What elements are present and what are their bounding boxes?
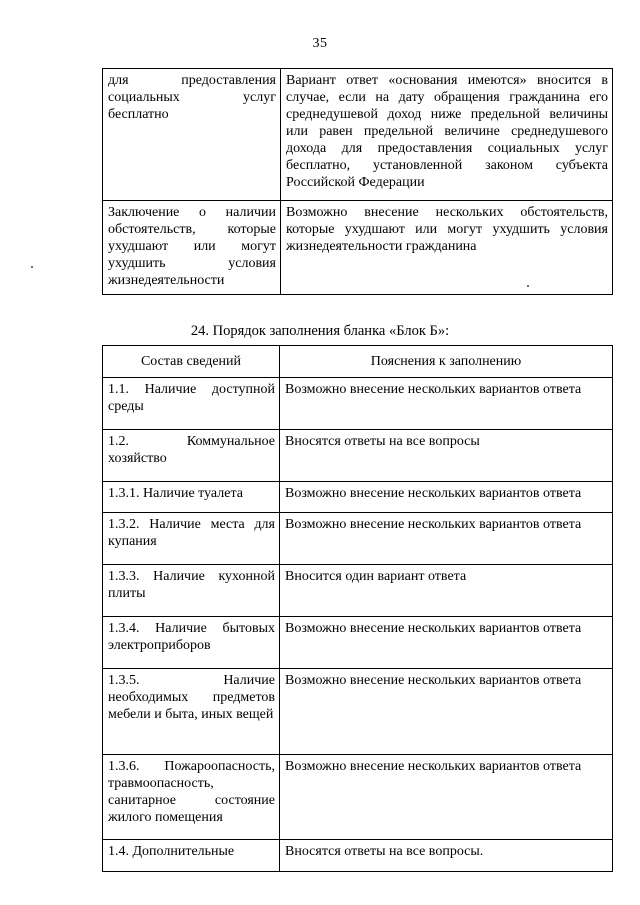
section-title: 24. Порядок заполнения бланка «Блок Б»: (190, 323, 450, 339)
table-cell-right: Вариант ответ «основания имеются» вносится в случае, если на дату обращения гражданина его среднедушевой доход ниже предельной величины или равен предельной величине среднедушевого дохода для предоставления социальных услуг бесплатно, установленной законом субъекта Российской Федерации (281, 69, 613, 201)
table-cell-left: 1.3.1. Наличие туалета (103, 482, 280, 513)
table-cell-left: Заключение о наличии обстоятельств, которые ухудшают или могут ухудшить условия жизнедеятельности (103, 201, 281, 295)
table-row (103, 201, 613, 295)
block-b-table (102, 345, 613, 872)
table-header-row (103, 346, 613, 378)
table-cell-right: Возможно внесение нескольких вариантов ответа (280, 755, 613, 840)
continuation-table (102, 68, 613, 295)
table-cell-right: Возможно внесение нескольких вариантов ответа (280, 669, 613, 755)
table-cell-left: 1.3.3. Наличие кухонной плиты (103, 565, 280, 617)
page-number: 35 (312, 36, 328, 51)
table-cell-left: 1.3.2. Наличие места для купания (103, 513, 280, 565)
table-row (103, 378, 613, 430)
table-cell-right: Вносится один вариант ответа (280, 565, 613, 617)
table-row (103, 430, 613, 482)
scan-speck (527, 285, 529, 287)
table-row (103, 840, 613, 872)
table-cell-left: 1.3.6. Пожароопасность, травмоопасность, санитарное состояние жилого помещения (103, 755, 280, 840)
table-row (103, 617, 613, 669)
table-cell-right: Возможно внесение нескольких вариантов ответа (280, 617, 613, 669)
table-cell-right: Вносятся ответы на все вопросы. (280, 840, 613, 872)
column-header: Пояснения к заполнению (280, 346, 613, 378)
table-row (103, 669, 613, 755)
column-header: Состав сведений (103, 346, 280, 378)
table-row (103, 565, 613, 617)
scan-speck (31, 266, 33, 268)
table-cell-left: для предоставления социальных услуг бесплатно (103, 69, 281, 201)
table-row (103, 482, 613, 513)
table-row (103, 513, 613, 565)
table-cell-left: 1.4. Дополнительные (103, 840, 280, 872)
table-row (103, 755, 613, 840)
table-cell-right: Вносятся ответы на все вопросы (280, 430, 613, 482)
table-cell-left: 1.3.4. Наличие бытовых электроприборов (103, 617, 280, 669)
table-cell-left: 1.1. Наличие доступной среды (103, 378, 280, 430)
table-cell-left: 1.2. Коммунальное хозяйство (103, 430, 280, 482)
table-cell-right: Возможно внесение нескольких вариантов ответа (280, 482, 613, 513)
table-cell-right: Возможно внесение нескольких вариантов ответа (280, 378, 613, 430)
table-cell-right: Возможно внесение нескольких вариантов ответа (280, 513, 613, 565)
table-cell-left: 1.3.5. Наличие необходимых предметов мебели и быта, иных вещей (103, 669, 280, 755)
table-cell-right: Возможно внесение нескольких обстоятельств, которые ухудшают или могут ухудшить условия жизнедеятельности гражданина (281, 201, 613, 295)
table-row (103, 69, 613, 201)
